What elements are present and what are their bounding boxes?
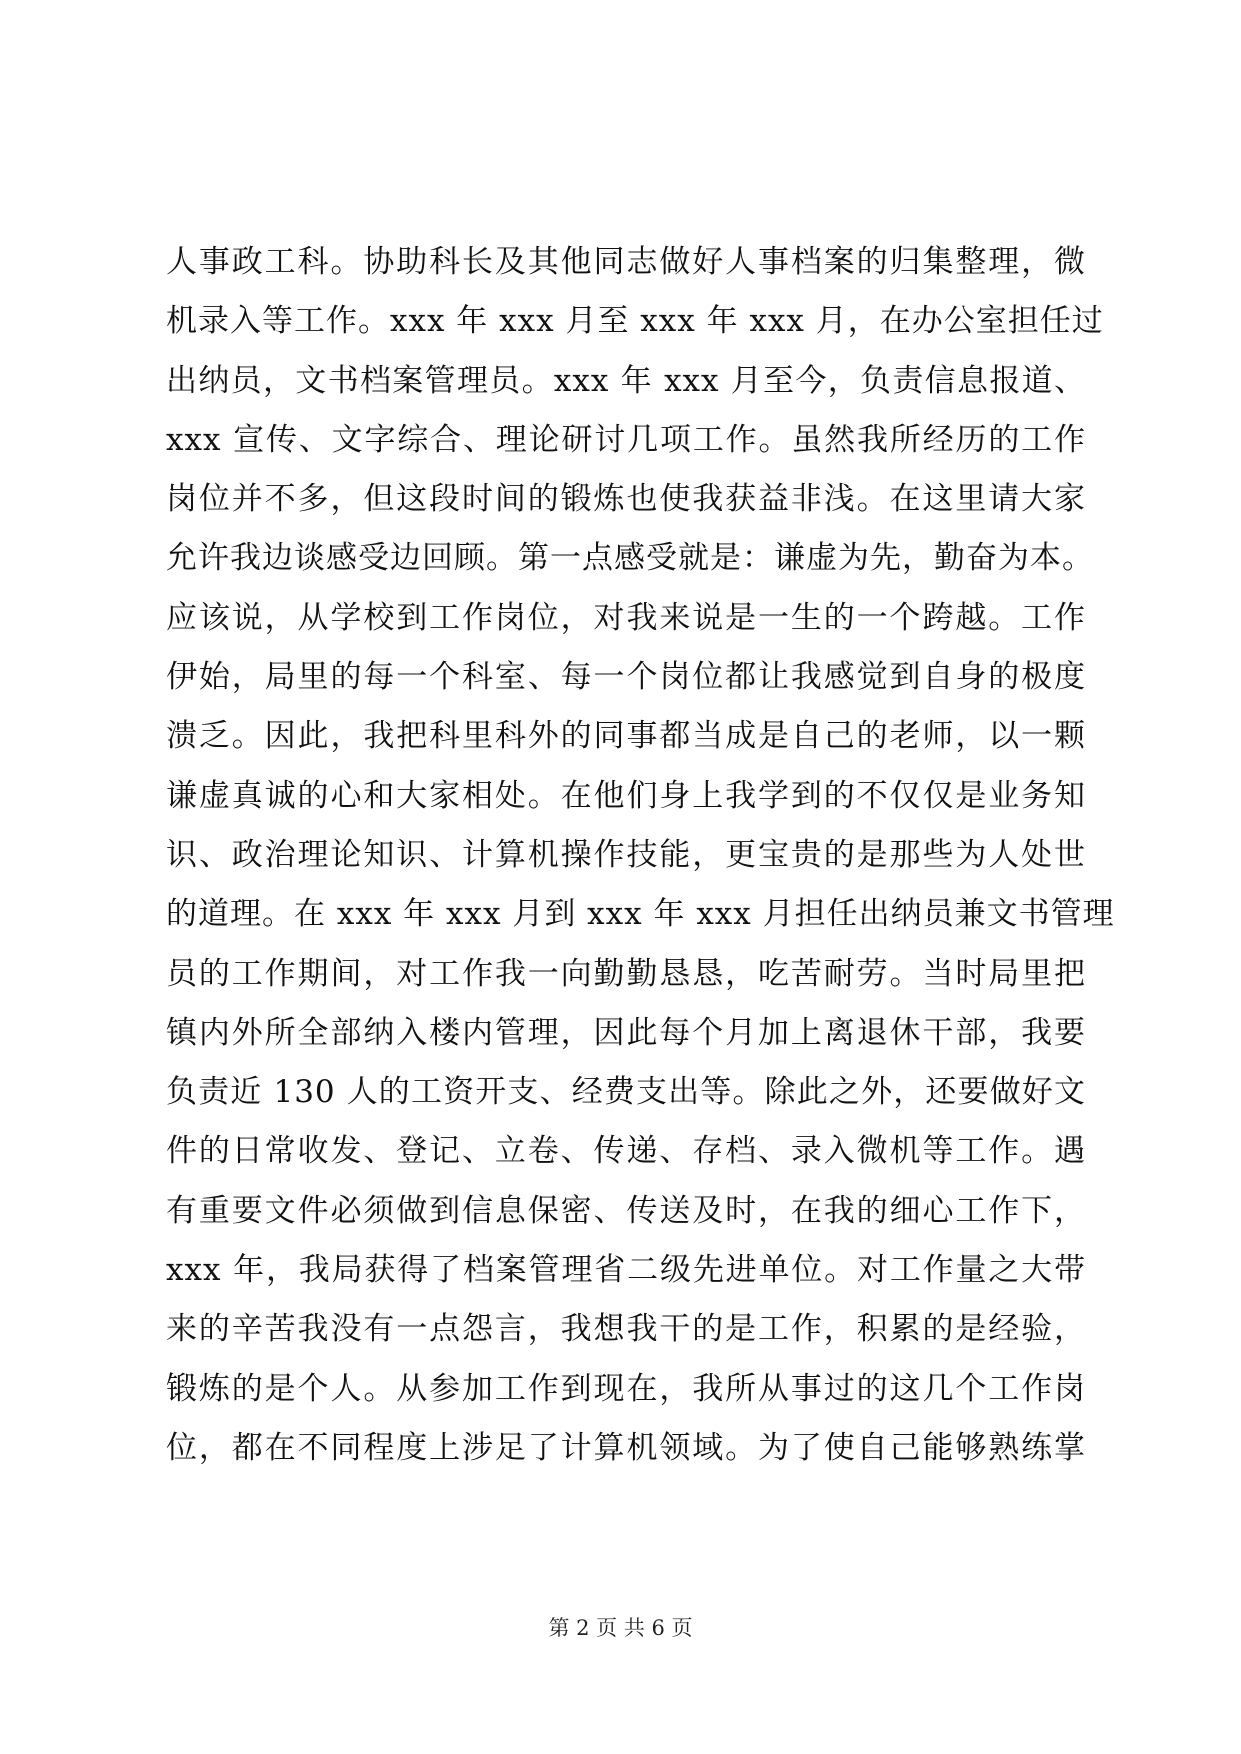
text-line: 来的辛苦我没有一点怨言，我想我干的是工作，积累的是经验， bbox=[166, 1311, 1086, 1348]
text-line: 应该说，从学校到工作岗位，对我来说是一生的一个跨越。工作 bbox=[166, 599, 1086, 636]
text-line: 员的工作期间，对工作我一向勤勤恳恳，吃苦耐劳。当时局里把 bbox=[166, 955, 1086, 992]
text-line: 位，都在不同程度上涉足了计算机领域。为了使自己能够熟练掌 bbox=[166, 1429, 1086, 1466]
text-line: 件的日常收发、登记、立卷、传递、存档、录入微机等工作。遇 bbox=[166, 1133, 1086, 1170]
text-line: 出纳员，文书档案管理员。xxx 年 xxx 月至今，负责信息报道、 bbox=[166, 362, 1086, 399]
text-line: 识、政治理论知识、计算机操作技能，更宝贵的是那些为人处世 bbox=[166, 836, 1086, 873]
text-line: xxx 宣传、文字综合、理论研讨几项工作。虽然我所经历的工作 bbox=[166, 421, 1086, 458]
text-line: 锻炼的是个人。从参加工作到现在，我所从事过的这几个工作岗 bbox=[166, 1370, 1086, 1407]
text-line: 允许我边谈感受边回顾。第一点感受就是：谦虚为先，勤奋为本。 bbox=[166, 540, 1094, 577]
text-line: 有重要文件必须做到信息保密、传送及时，在我的细心工作下， bbox=[166, 1192, 1086, 1229]
body-text bbox=[166, 233, 1115, 1478]
text-line: 镇内外所全部纳入楼内管理，因此每个月加上离退休干部，我要 bbox=[166, 1014, 1086, 1051]
text-line: 机录入等工作。xxx 年 xxx 月至 xxx 年 xxx 月，在办公室担任过 bbox=[166, 303, 1104, 340]
text-line: 岗位并不多，但这段时间的锻炼也使我获益非浅。在这里请大家 bbox=[166, 481, 1086, 518]
text-line: 人事政工科。协助科长及其他同志做好人事档案的归集整理，微 bbox=[166, 244, 1086, 280]
text-line: 谦虚真诚的心和大家相处。在他们身上我学到的不仅仅是业务知 bbox=[166, 777, 1086, 814]
text-line: 的道理。在 xxx 年 xxx 月到 xxx 年 xxx 月担任出纳员兼文书管理 bbox=[166, 896, 1115, 933]
page-number-footer: 第 2 页 共 6 页 bbox=[548, 1616, 693, 1640]
text-line: 伊始，局里的每一个科室、每一个岗位都让我感觉到自身的极度 bbox=[166, 659, 1086, 696]
text-line: 负责近 130 人的工资开支、经费支出等。除此之外，还要做好文 bbox=[166, 1074, 1086, 1111]
text-line: xxx 年，我局获得了档案管理省二级先进单位。对工作量之大带 bbox=[166, 1252, 1086, 1289]
text-line: 溃乏。因此，我把科里科外的同事都当成是自己的老师，以一颗 bbox=[166, 718, 1086, 755]
